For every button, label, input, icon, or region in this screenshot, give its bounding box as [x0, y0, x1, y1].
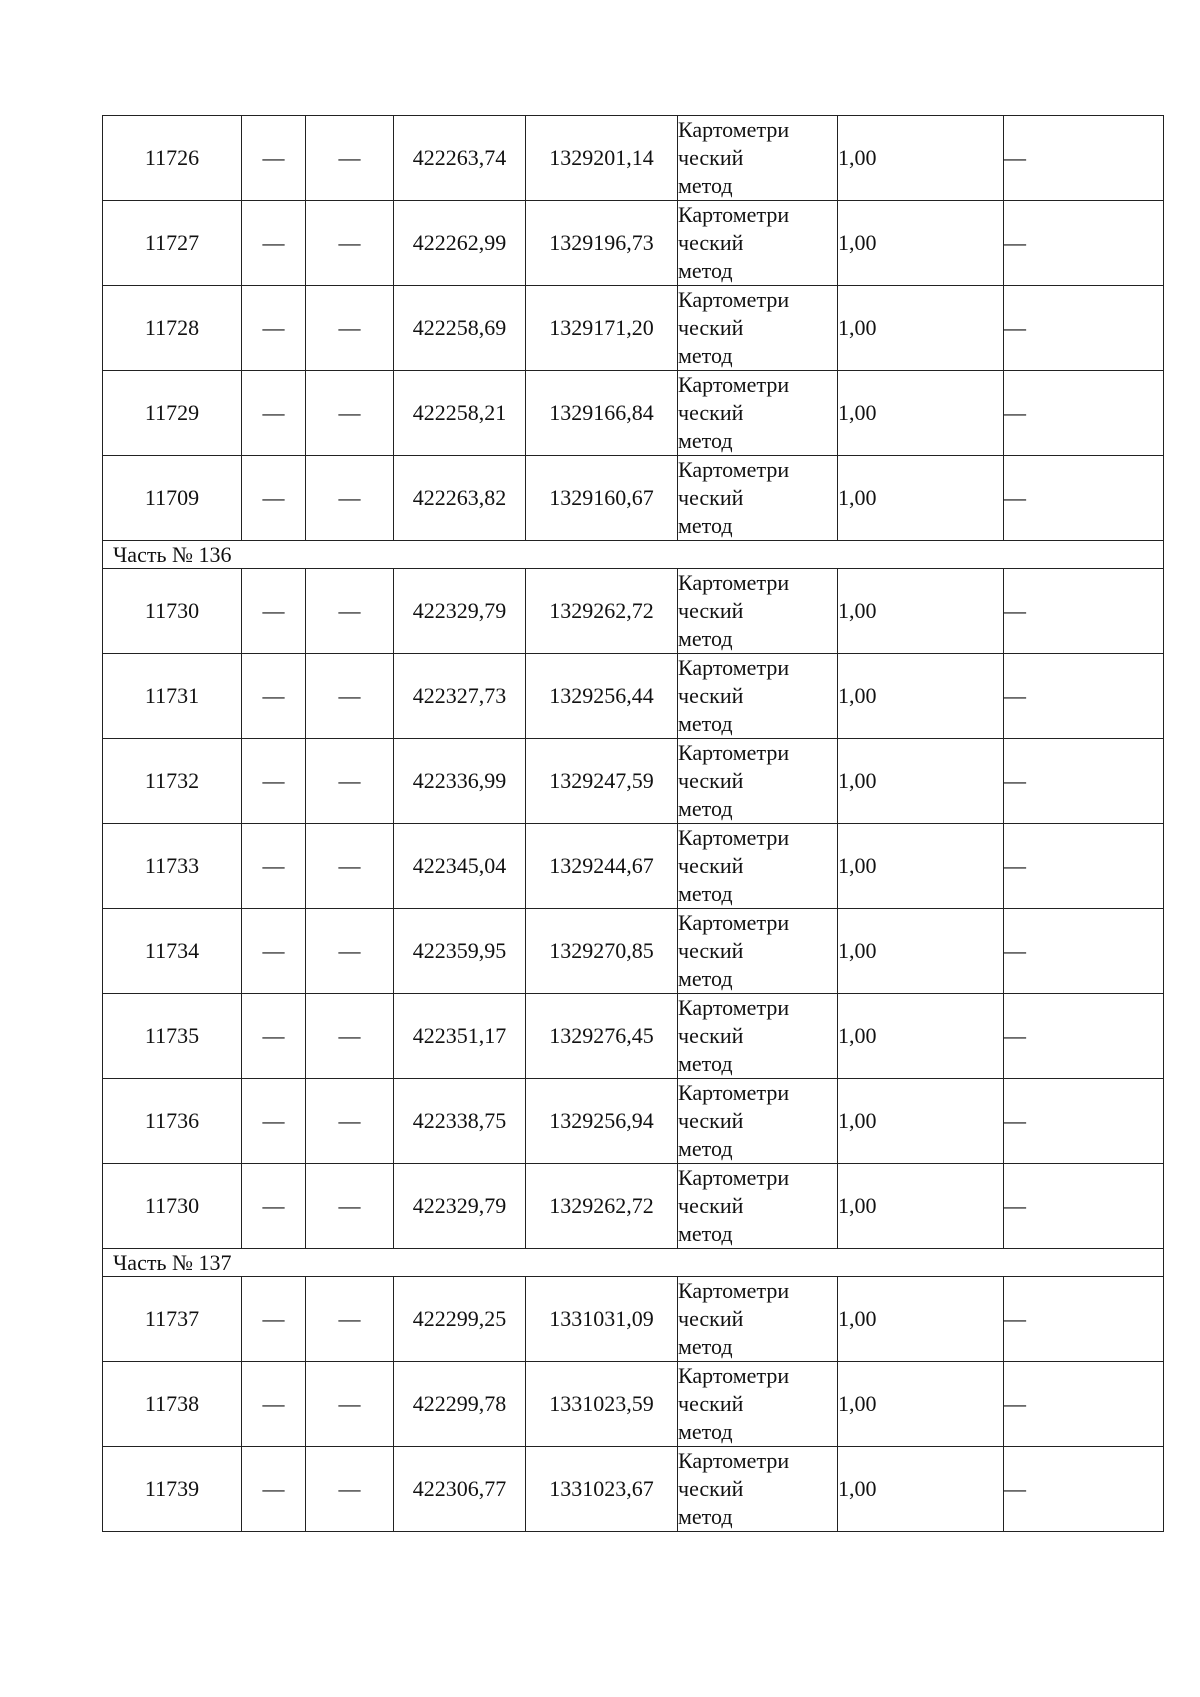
method-text: Картометри — [678, 1278, 790, 1303]
method-text: метод — [678, 173, 733, 198]
coordinates-table — [102, 115, 1164, 1532]
point-number: 11726 — [103, 116, 242, 201]
empty-value-dash: — — [242, 371, 306, 456]
empty-value-dash: — — [242, 994, 306, 1079]
accuracy-value: 1,00 — [838, 1362, 1004, 1447]
coordinate-x: 422262,99 — [394, 201, 526, 286]
method-text: метод — [678, 881, 733, 906]
empty-value-dash: — — [306, 201, 394, 286]
coordinate-y: 1331023,67 — [526, 1447, 678, 1532]
empty-value-dash: — — [306, 371, 394, 456]
method-text: Картометри — [678, 1080, 790, 1105]
point-number: 11736 — [103, 1079, 242, 1164]
method-text: Картометри — [678, 457, 790, 482]
accuracy-value: 1,00 — [838, 739, 1004, 824]
method-text: Картометри — [678, 740, 790, 765]
method-text: метод — [678, 428, 733, 453]
accuracy-value: 1,00 — [838, 371, 1004, 456]
coordinate-x: 422345,04 — [394, 824, 526, 909]
table-row — [103, 116, 1164, 201]
description-dash: — — [1004, 1164, 1164, 1249]
table-row — [103, 909, 1164, 994]
method-text: метод — [678, 1221, 733, 1246]
empty-value-dash: — — [306, 1079, 394, 1164]
accuracy-value: 1,00 — [838, 1164, 1004, 1249]
coordinate-x: 422299,25 — [394, 1277, 526, 1362]
empty-value-dash: — — [306, 824, 394, 909]
method-text: метод — [678, 711, 733, 736]
coordinate-y: 1329276,45 — [526, 994, 678, 1079]
coordinate-y: 1329270,85 — [526, 909, 678, 994]
method-text: ческий — [678, 400, 744, 425]
empty-value-dash: — — [242, 654, 306, 739]
coordinates-table-body — [103, 116, 1164, 1532]
empty-value-dash: — — [242, 1447, 306, 1532]
description-dash: — — [1004, 201, 1164, 286]
empty-value-dash: — — [242, 116, 306, 201]
part-label: Часть № 137 — [103, 1249, 1164, 1277]
coordinate-y: 1329166,84 — [526, 371, 678, 456]
accuracy-value: 1,00 — [838, 569, 1004, 654]
method-text: ческий — [678, 683, 744, 708]
method-cell — [678, 739, 838, 824]
accuracy-value: 1,00 — [838, 116, 1004, 201]
empty-value-dash: — — [306, 994, 394, 1079]
method-text: ческий — [678, 230, 744, 255]
description-dash: — — [1004, 371, 1164, 456]
method-cell — [678, 569, 838, 654]
empty-value-dash: — — [242, 1362, 306, 1447]
table-row — [103, 201, 1164, 286]
method-text: метод — [678, 1334, 733, 1359]
empty-value-dash: — — [306, 1277, 394, 1362]
empty-value-dash: — — [242, 909, 306, 994]
empty-value-dash: — — [242, 569, 306, 654]
table-row — [103, 371, 1164, 456]
method-text: ческий — [678, 853, 744, 878]
coordinate-y: 1329247,59 — [526, 739, 678, 824]
method-cell — [678, 1079, 838, 1164]
point-number: 11733 — [103, 824, 242, 909]
point-number: 11735 — [103, 994, 242, 1079]
empty-value-dash: — — [306, 1362, 394, 1447]
coordinate-y: 1329244,67 — [526, 824, 678, 909]
method-text: Картометри — [678, 1363, 790, 1388]
accuracy-value: 1,00 — [838, 1079, 1004, 1164]
point-number: 11730 — [103, 569, 242, 654]
coordinate-y: 1329160,67 — [526, 456, 678, 541]
point-number: 11738 — [103, 1362, 242, 1447]
coordinate-x: 422351,17 — [394, 994, 526, 1079]
coordinate-y: 1329171,20 — [526, 286, 678, 371]
table-row — [103, 569, 1164, 654]
method-text: ческий — [678, 938, 744, 963]
method-text: Картометри — [678, 655, 790, 680]
coordinate-x: 422327,73 — [394, 654, 526, 739]
description-dash: — — [1004, 456, 1164, 541]
method-cell — [678, 1447, 838, 1532]
coordinate-x: 422329,79 — [394, 569, 526, 654]
method-text: Картометри — [678, 1165, 790, 1190]
method-text: ческий — [678, 1193, 744, 1218]
method-text: Картометри — [678, 117, 790, 142]
method-cell — [678, 286, 838, 371]
description-dash: — — [1004, 739, 1164, 824]
empty-value-dash: — — [306, 739, 394, 824]
empty-value-dash: — — [306, 909, 394, 994]
coordinate-x: 422338,75 — [394, 1079, 526, 1164]
part-header-row — [103, 1249, 1164, 1277]
method-text: ческий — [678, 145, 744, 170]
accuracy-value: 1,00 — [838, 1277, 1004, 1362]
method-text: Картометри — [678, 372, 790, 397]
coordinate-x: 422258,69 — [394, 286, 526, 371]
coordinate-y: 1329256,94 — [526, 1079, 678, 1164]
method-text: метод — [678, 796, 733, 821]
point-number: 11730 — [103, 1164, 242, 1249]
method-text: ческий — [678, 768, 744, 793]
method-text: Картометри — [678, 570, 790, 595]
method-text: Картометри — [678, 910, 790, 935]
table-row — [103, 739, 1164, 824]
coordinate-x: 422263,82 — [394, 456, 526, 541]
empty-value-dash: — — [242, 824, 306, 909]
method-text: Картометри — [678, 995, 790, 1020]
coordinate-x: 422263,74 — [394, 116, 526, 201]
accuracy-value: 1,00 — [838, 824, 1004, 909]
empty-value-dash: — — [306, 1447, 394, 1532]
accuracy-value: 1,00 — [838, 456, 1004, 541]
table-row — [103, 1277, 1164, 1362]
empty-value-dash: — — [242, 1277, 306, 1362]
description-dash: — — [1004, 1079, 1164, 1164]
point-number: 11734 — [103, 909, 242, 994]
description-dash: — — [1004, 116, 1164, 201]
empty-value-dash: — — [242, 286, 306, 371]
method-text: Картометри — [678, 287, 790, 312]
description-dash: — — [1004, 1362, 1164, 1447]
point-number: 11709 — [103, 456, 242, 541]
part-header-row — [103, 541, 1164, 569]
method-text: метод — [678, 343, 733, 368]
coordinate-y: 1329262,72 — [526, 1164, 678, 1249]
table-row — [103, 286, 1164, 371]
empty-value-dash: — — [242, 1079, 306, 1164]
method-text: Картометри — [678, 825, 790, 850]
table-row — [103, 654, 1164, 739]
part-label: Часть № 136 — [103, 541, 1164, 569]
table-row — [103, 1447, 1164, 1532]
coordinate-x: 422329,79 — [394, 1164, 526, 1249]
coordinate-y: 1329201,14 — [526, 116, 678, 201]
empty-value-dash: — — [242, 201, 306, 286]
method-text: ческий — [678, 485, 744, 510]
description-dash: — — [1004, 1447, 1164, 1532]
coordinate-x: 422299,78 — [394, 1362, 526, 1447]
table-row — [103, 1362, 1164, 1447]
method-cell — [678, 824, 838, 909]
empty-value-dash: — — [242, 456, 306, 541]
method-cell — [678, 1362, 838, 1447]
coordinate-y: 1329256,44 — [526, 654, 678, 739]
description-dash: — — [1004, 909, 1164, 994]
method-text: метод — [678, 1419, 733, 1444]
method-text: метод — [678, 1504, 733, 1529]
method-text: ческий — [678, 315, 744, 340]
table-row — [103, 1164, 1164, 1249]
point-number: 11728 — [103, 286, 242, 371]
method-cell — [678, 909, 838, 994]
method-cell — [678, 1164, 838, 1249]
method-text: ческий — [678, 1391, 744, 1416]
coordinate-y: 1329262,72 — [526, 569, 678, 654]
method-text: ческий — [678, 1306, 744, 1331]
method-text: ческий — [678, 598, 744, 623]
description-dash: — — [1004, 1277, 1164, 1362]
coordinate-x: 422336,99 — [394, 739, 526, 824]
accuracy-value: 1,00 — [838, 286, 1004, 371]
accuracy-value: 1,00 — [838, 1447, 1004, 1532]
accuracy-value: 1,00 — [838, 654, 1004, 739]
method-text: Картометри — [678, 1448, 790, 1473]
method-text: метод — [678, 966, 733, 991]
accuracy-value: 1,00 — [838, 994, 1004, 1079]
empty-value-dash: — — [242, 739, 306, 824]
description-dash: — — [1004, 569, 1164, 654]
method-cell — [678, 1277, 838, 1362]
coordinate-x: 422306,77 — [394, 1447, 526, 1532]
method-text: ческий — [678, 1108, 744, 1133]
description-dash: — — [1004, 286, 1164, 371]
method-text: Картометри — [678, 202, 790, 227]
empty-value-dash: — — [242, 1164, 306, 1249]
point-number: 11731 — [103, 654, 242, 739]
coordinate-x: 422359,95 — [394, 909, 526, 994]
point-number: 11727 — [103, 201, 242, 286]
accuracy-value: 1,00 — [838, 909, 1004, 994]
description-dash: — — [1004, 994, 1164, 1079]
table-row — [103, 456, 1164, 541]
method-text: метод — [678, 1136, 733, 1161]
empty-value-dash: — — [306, 654, 394, 739]
table-row — [103, 824, 1164, 909]
method-cell — [678, 654, 838, 739]
table-row — [103, 994, 1164, 1079]
empty-value-dash: — — [306, 456, 394, 541]
empty-value-dash: — — [306, 116, 394, 201]
table-row — [103, 1079, 1164, 1164]
coordinate-y: 1329196,73 — [526, 201, 678, 286]
method-cell — [678, 201, 838, 286]
point-number: 11732 — [103, 739, 242, 824]
method-cell — [678, 371, 838, 456]
method-cell — [678, 994, 838, 1079]
description-dash: — — [1004, 654, 1164, 739]
method-text: метод — [678, 513, 733, 538]
method-text: ческий — [678, 1023, 744, 1048]
point-number: 11729 — [103, 371, 242, 456]
description-dash: — — [1004, 824, 1164, 909]
coordinate-y: 1331023,59 — [526, 1362, 678, 1447]
point-number: 11737 — [103, 1277, 242, 1362]
empty-value-dash: — — [306, 286, 394, 371]
method-text: метод — [678, 1051, 733, 1076]
method-text: метод — [678, 258, 733, 283]
coordinate-y: 1331031,09 — [526, 1277, 678, 1362]
method-cell — [678, 456, 838, 541]
coordinate-x: 422258,21 — [394, 371, 526, 456]
empty-value-dash: — — [306, 569, 394, 654]
method-text: ческий — [678, 1476, 744, 1501]
empty-value-dash: — — [306, 1164, 394, 1249]
accuracy-value: 1,00 — [838, 201, 1004, 286]
method-text: метод — [678, 626, 733, 651]
method-cell — [678, 116, 838, 201]
point-number: 11739 — [103, 1447, 242, 1532]
